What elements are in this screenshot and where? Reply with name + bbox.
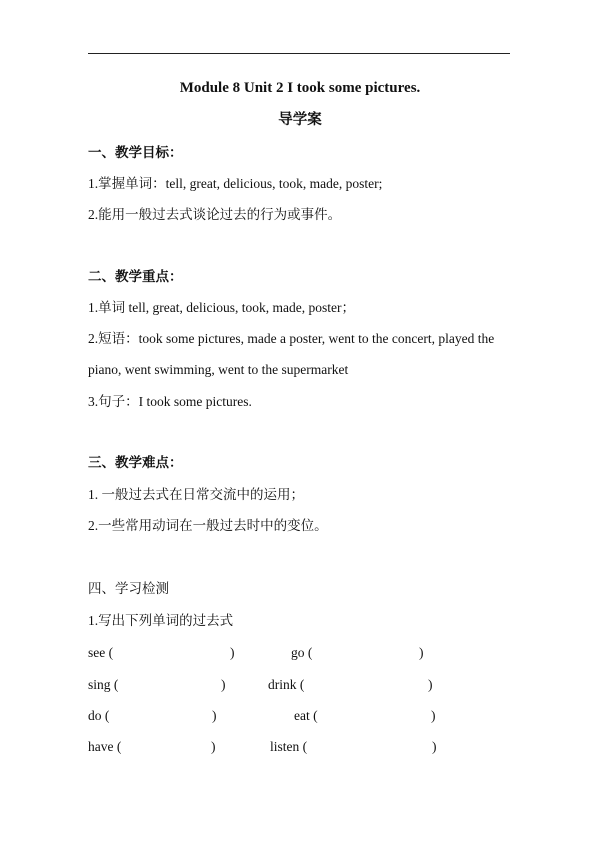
header-rule: [88, 53, 510, 54]
section-2-heading: 二、教学重点：: [88, 269, 183, 284]
section-3-item-2: 2.一些常用动词在一般过去时中的变位。: [88, 518, 328, 533]
section-1-heading: 一、教学目标：: [88, 145, 183, 160]
section-4-heading: 四、学习检测: [88, 581, 169, 596]
section-1-item-1: 1.掌握单词：tell, great, delicious, took, made, poster;: [88, 176, 383, 191]
blank-see-close[interactable]: ): [230, 645, 235, 660]
blank-have-close[interactable]: ): [211, 739, 216, 754]
document-subtitle: 导学案: [278, 112, 322, 128]
section-2-item-3: 3.句子：I took some pictures.: [88, 394, 252, 409]
section-2-item-1: 1.单词 tell, great, delicious, took, made, poster；: [88, 300, 355, 315]
blank-listen-close[interactable]: ): [432, 739, 437, 754]
section-3-item-1: 1. 一般过去式在日常交流中的运用；: [88, 487, 304, 502]
word-go: go (: [291, 645, 313, 660]
document-title: Module 8 Unit 2 I took some pictures.: [179, 80, 421, 96]
word-listen: listen (: [270, 739, 308, 754]
section-2-item-2: 2.短语：took some pictures, made a poster, went to the concert, played the: [88, 331, 495, 346]
word-do: do (: [88, 708, 110, 723]
section-3-heading: 三、教学难点：: [88, 455, 183, 470]
word-eat: eat (: [294, 708, 318, 723]
word-drink: drink (: [268, 677, 305, 692]
word-sing: sing (: [88, 677, 119, 692]
blank-do-close[interactable]: ): [212, 708, 217, 723]
section-4-question-1: 1.写出下列单词的过去式: [88, 613, 234, 628]
word-see: see (: [88, 645, 114, 660]
blank-drink-close[interactable]: ): [428, 677, 433, 692]
blank-sing-close[interactable]: ): [221, 677, 226, 692]
blank-eat-close[interactable]: ): [431, 708, 436, 723]
blank-go-close[interactable]: ): [419, 645, 424, 660]
section-1-item-2: 2.能用一般过去式谈论过去的行为或事件。: [88, 207, 342, 222]
word-have: have (: [88, 739, 122, 754]
section-2-item-2-continued: piano, went swimming, went to the supermarket: [88, 362, 349, 377]
